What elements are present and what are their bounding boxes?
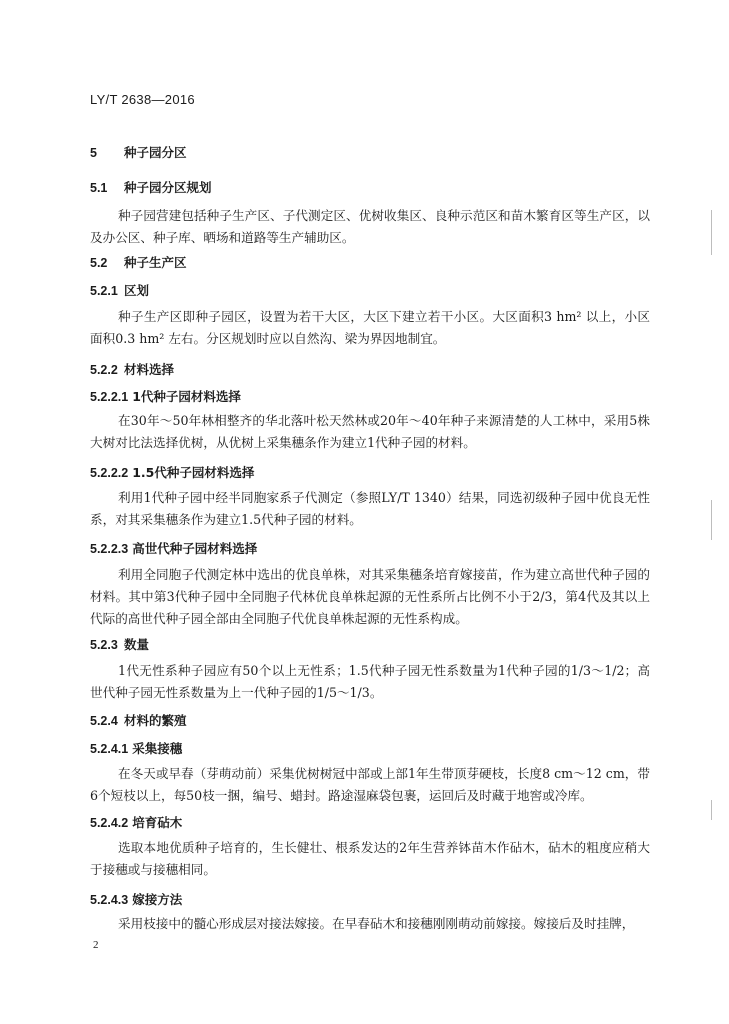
section-heading: [90, 360, 174, 378]
section-number: 5.2.4.3: [90, 893, 129, 907]
body-paragraph: 在30年～50年林相整齐的华北落叶松天然林或20年～40年种子来源清楚的人工林中，采用5株大树对比法选择优树，从优树上采集穗条作为建立1代种子园的材料。: [90, 413, 650, 450]
section-heading: [90, 387, 241, 405]
section-title: 1.5代种子园材料选择: [132, 465, 255, 480]
section-number: 5.2.4.2: [90, 816, 129, 830]
section-heading: [90, 711, 187, 729]
section-title: 嫁接方法: [132, 892, 183, 907]
section-number: 5.2.2.2: [90, 466, 129, 480]
section-title: 1代种子园材料选择: [132, 389, 241, 404]
body-paragraph: 1代无性系种子园应有50个以上无性系；1.5代种子园无性系数量为1代种子园的1/3～1/2；高世代种子园无性系数量为上一代种子园的1/5～1/3。: [90, 663, 650, 700]
section-heading: [90, 739, 182, 757]
section-heading: [90, 143, 187, 161]
section-title: 采集接穗: [132, 741, 183, 756]
body-paragraph: 种子园营建包括种子生产区、子代测定区、优树收集区、良种示范区和苗木繁育区等生产区，以及办公区、种子库、晒场和道路等生产辅助区。: [90, 208, 650, 245]
section-heading: [90, 539, 257, 557]
section-number: 5.2.2: [90, 363, 118, 377]
body-paragraph: 种子生产区即种子园区，设置为若干大区，大区下建立若干小区。大区面积3 hm² 以上，小区面积0.3 hm² 左右。分区规划时应以自然沟、梁为界因地制宜。: [90, 309, 650, 346]
section-heading: [90, 253, 187, 271]
section-heading: [90, 281, 149, 299]
section-title: 种子园分区: [124, 145, 187, 160]
body-paragraph: 利用1代种子园中经半同胞家系子代测定（参照LY/T 1340）结果，同选初级种子园中优良无性系，对其采集穗条作为建立1.5代种子园的材料。: [90, 490, 650, 527]
section-title: 数量: [124, 637, 150, 652]
page-number: 2: [93, 939, 99, 951]
section-number: 5: [90, 146, 97, 160]
section-heading: [90, 813, 182, 831]
section-title: 种子生产区: [124, 255, 187, 270]
section-number: 5.2.2.3: [90, 542, 129, 556]
scan-edge-mark: [711, 210, 712, 255]
section-title: 种子园分区规划: [124, 180, 212, 195]
scan-edge-mark: [711, 800, 712, 820]
body-paragraph: 采用枝接中的髓心形成层对接法嫁接。在早春砧木和接穗刚刚萌动前嫁接。嫁接后及时挂牌，: [118, 916, 635, 931]
scan-edge-mark: [711, 500, 712, 540]
section-number: 5.2.2.1: [90, 390, 129, 404]
standard-code: LY/T 2638—2016: [90, 92, 195, 107]
body-paragraph: 选取本地优质种子培育的，生长健壮、根系发达的2年生营养钵苗木作砧木，砧木的粗度应稍大于接穗或与接穗相同。: [90, 840, 650, 877]
section-title: 材料选择: [124, 362, 175, 377]
section-title: 培育砧木: [132, 815, 183, 830]
section-number: 5.2.3: [90, 638, 118, 652]
section-number: 5.2.1: [90, 284, 118, 298]
section-heading: [90, 890, 182, 908]
section-number: 5.1: [90, 181, 108, 195]
section-heading: [90, 635, 149, 653]
section-heading: [90, 463, 254, 481]
body-paragraph: 利用全同胞子代测定林中选出的优良单株，对其采集穗条培育嫁接苗，作为建立高世代种子园的材料。其中第3代种子园中全同胞子代林优良单株起源的无性系所占比例不小于2/3，第4代及其以上代际的高世代种子园全部由全同胞子代优良单株起源的无性系构成。: [90, 567, 650, 626]
body-paragraph: 在冬天或早春（芽萌动前）采集优树树冠中部或上部1年生带顶芽硬枝，长度8 cm～12 cm，带6个短枝以上，每50枝一捆，编号、蜡封。路途湿麻袋包裹，运回后及时藏于地窖或冷库。: [90, 766, 650, 803]
section-title: 区划: [124, 283, 150, 298]
section-number: 5.2.4.1: [90, 742, 129, 756]
section-heading: [90, 178, 212, 196]
section-title: 高世代种子园材料选择: [132, 541, 258, 556]
section-title: 材料的繁殖: [124, 713, 187, 728]
section-number: 5.2: [90, 256, 108, 270]
section-number: 5.2.4: [90, 714, 118, 728]
